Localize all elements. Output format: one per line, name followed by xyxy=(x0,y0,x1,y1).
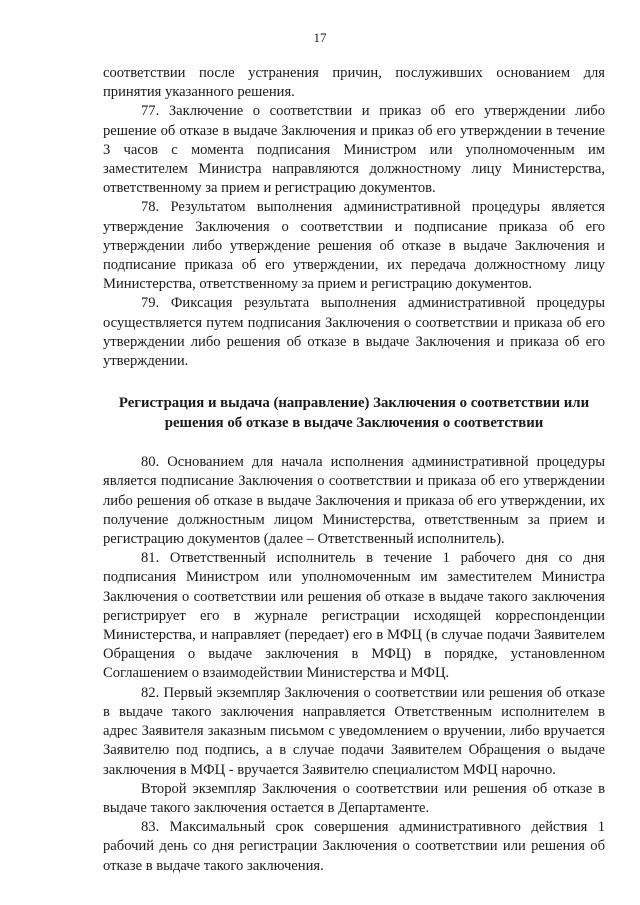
page-number: 17 xyxy=(313,30,327,45)
paragraph-81: 81. Ответственный исполнитель в течение 1 рабочего дня со дня подписания Министром или уполномоченным им заместителем Министра Заключения о соответствии или решения об отказе в выдаче такого заключения регистрирует его в журнале регистрации исходящей корреспонденции Министерства, и направляет (передает) его в МФЦ (в случае подачи Заявителем Обращения о выдаче заключения в МФЦ) в порядке, установленном Соглашением о взаимодействии Министерства и МФЦ. xyxy=(103,550,605,682)
paragraph-80: 80. Основанием для начала исполнения административной процедуры является подписание Заключения о соответствии и приказа об его утверждении либо решения об отказе в выдаче Заключения и приказа об его утверждении, их получение должностным лицом Министерства, ответственным за прием и регистрацию документов (далее – Ответственный исполнитель). xyxy=(103,454,605,548)
document-body xyxy=(103,64,605,876)
section-heading: Регистрация и выдача (направление) Заключения о соответствии или решения об отказе в выдаче Заключения о соответствии xyxy=(118,395,590,432)
paragraph-82: 82. Первый экземпляр Заключения о соответствии или решения об отказе в выдаче такого заключения направляется Ответственным исполнителем в адрес Заявителя заказным письмом с уведомлением о вручении, либо вручается Заявителю под подпись, а в случае подачи Заявителем Обращения о выдаче заключения в МФЦ - вручается Заявителю специалистом МФЦ нарочно. xyxy=(103,684,605,778)
paragraph-82-second-copy: Второй экземпляр Заключения о соответствии или решения об отказе в выдаче такого заключения остается в Департаменте. xyxy=(103,780,605,816)
paragraph-83: 83. Максимальный срок совершения административного действия 1 рабочий день со дня регистрации Заключения о соответствии или решения об отказе в выдаче такого заключения. xyxy=(103,819,605,874)
paragraph-79: 79. Фиксация результата выполнения административной процедуры осуществляется путем подписания Заключения о соответствии и приказа об его утверждении либо решения об отказе в выдаче Заключения и приказа об его утверждении. xyxy=(103,295,605,370)
paragraph-77: 77. Заключение о соответствии и приказ об его утверждении либо решение об отказе в выдаче Заключения и приказ об его утверждении в течение 3 часов с момента подписания Министром или уполномоченным им заместителем Министра направляются должностному лицу Министерства, ответственному за прием и регистрацию документов. xyxy=(103,103,605,197)
paragraph-continuation: соответствии после устранения причин, послуживших основанием для принятия указанного решения. xyxy=(103,65,605,101)
paragraph-78: 78. Результатом выполнения административной процедуры является утверждение Заключения о соответствии и подписание приказа об его утверждении либо утверждение решения об отказе в выдаче Заключения и подписание приказа об его утверждении, их передача должностному лицу Министерства, ответственному за прием и регистрацию документов. xyxy=(103,199,605,293)
